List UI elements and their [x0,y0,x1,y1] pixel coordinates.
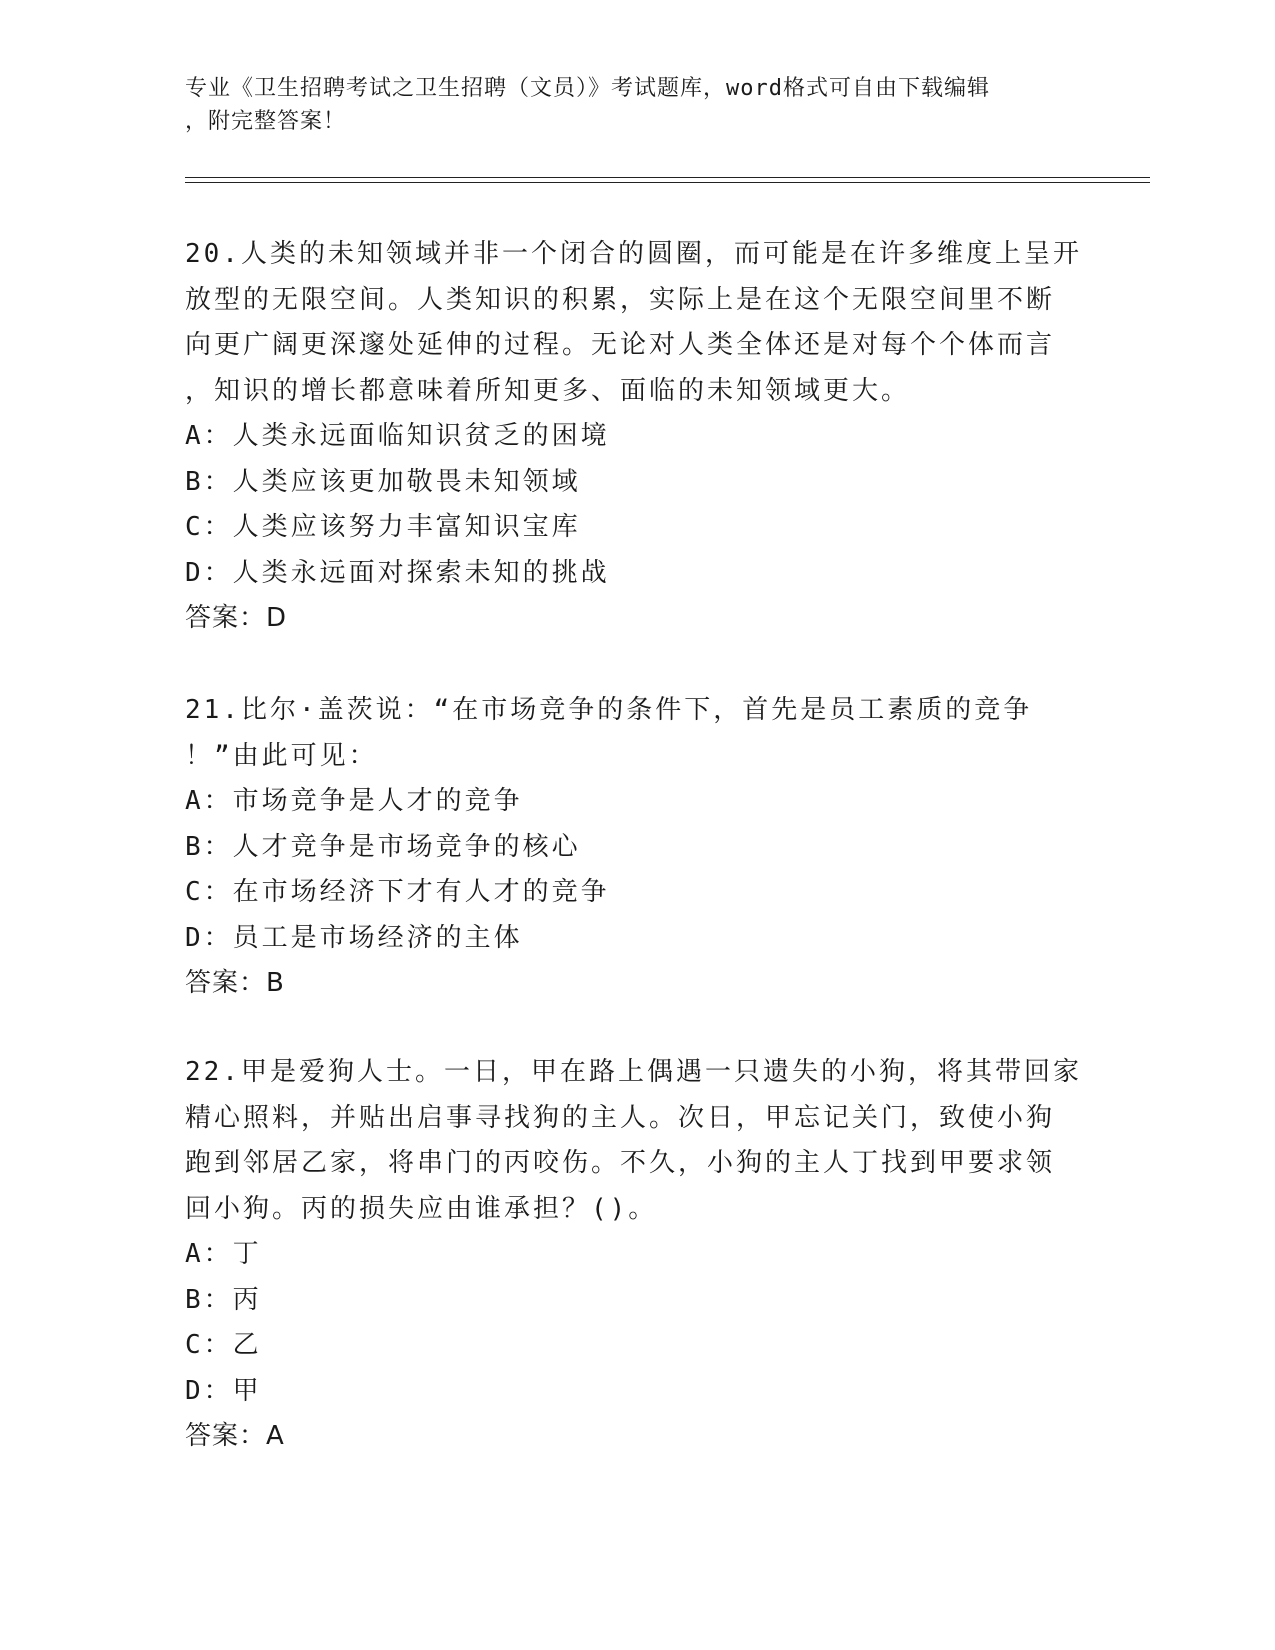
option-d: D：甲 [185,1375,262,1406]
stem-line: 21.比尔·盖茨说：“在市场竞争的条件下，首先是员工素质的竞争 [185,695,1033,725]
option-a: A：市场竞争是人才的竞争 [185,786,523,816]
stem-line: ，知识的增长都意味着所知更多、面临的未知领域更大。 [185,375,911,406]
option-b: B：人类应该更加敬畏未知领域 [185,466,581,497]
question-21 [185,688,1085,1007]
stem-line: 回小狗。丙的损失应由谁承担？()。 [185,1193,658,1224]
option-b: B：人才竞争是市场竞争的核心 [185,831,581,862]
option-c: C：人类应该努力丰富知识宝库 [185,512,581,542]
stem-line: 向更广阔更深邃处延伸的过程。无论对人类全体还是对每个个体而言 [185,330,1056,360]
question-stem [185,688,1085,779]
answer-line: 答案：D [185,603,288,633]
header-divider-bottom [185,182,1150,183]
option-c: C：在市场经济下才有人才的竞争 [185,877,610,907]
option-b: B：丙 [185,1284,262,1315]
header-line-2: ，附完整答案！ [185,109,347,134]
answer-line: 答案：B [185,968,285,998]
question-22 [185,1050,1085,1460]
header-line-1: 专业《卫生招聘考试之卫生招聘（文员）》考试题库，word格式可自由下载编辑 [185,76,990,101]
document-header [185,72,1085,138]
stem-line: 22.甲是爱狗人士。一日，甲在路上偶遇一只遗失的小狗，将其带回家 [185,1057,1082,1087]
option-c: C：乙 [185,1330,262,1360]
stem-line: 跑到邻居乙家，将串门的丙咬伤。不久，小狗的主人丁找到甲要求领 [185,1148,1056,1178]
stem-line: 20.人类的未知领域并非一个闭合的圆圈，而可能是在许多维度上呈开 [185,239,1082,269]
option-d: D：人类永远面对探索未知的挑战 [185,557,610,588]
answer-line: 答案：A [185,1421,285,1451]
stem-line: 精心照料，并贴出启事寻找狗的主人。次日，甲忘记关门，致使小狗 [185,1102,1056,1133]
option-d: D：员工是市场经济的主体 [185,922,523,953]
option-a: A：人类永远面临知识贫乏的困境 [185,421,610,451]
question-stem [185,1050,1085,1232]
question-stem [185,232,1085,414]
option-a: A：丁 [185,1239,262,1269]
header-divider-top [185,177,1150,178]
stem-line: ！”由此可见： [185,740,378,771]
stem-line: 放型的无限空间。人类知识的积累，实际上是在这个无限空间里不断 [185,284,1056,315]
question-20 [185,232,1085,642]
